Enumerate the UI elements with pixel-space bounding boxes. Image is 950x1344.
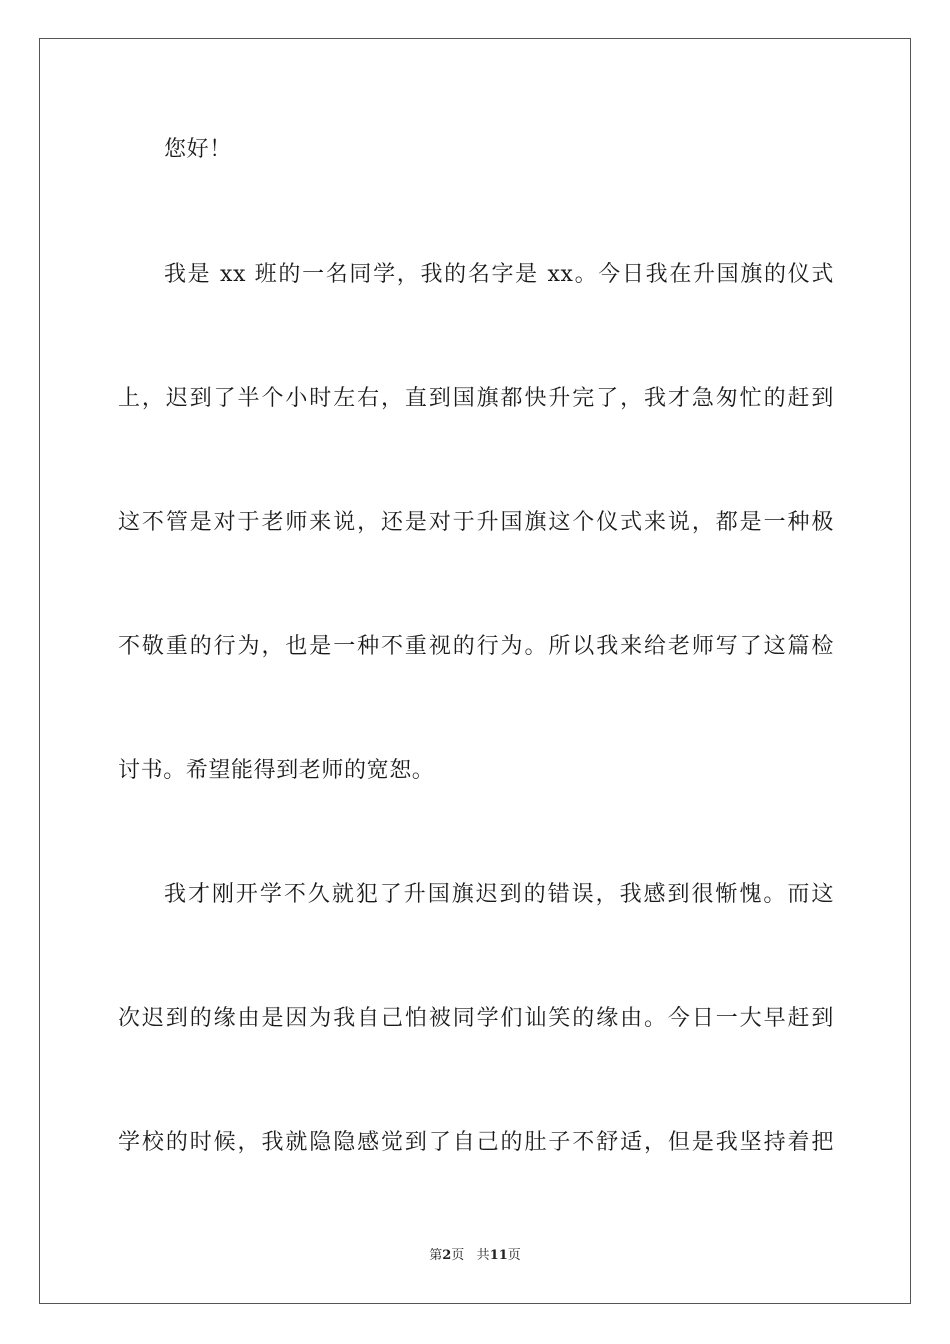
page-footer	[0, 1247, 950, 1265]
total-prefix: 共	[476, 1248, 490, 1263]
total-pages: 11	[489, 1248, 508, 1263]
paragraph-line: 讨书。希望能得到老师的宽恕。	[118, 758, 435, 783]
paragraph-line: 我才刚开学不久就犯了升国旗迟到的错误，我感到很惭愧。而这	[164, 882, 834, 907]
page-prefix: 第	[429, 1248, 443, 1263]
paragraph-line: 学校的时候，我就隐隐感觉到了自己的肚子不舒适，但是我坚持着把	[118, 1130, 834, 1155]
paragraph-line: 次迟到的缘由是因为我自己怕被同学们讪笑的缘由。今日一大早赶到	[118, 1006, 834, 1031]
paragraph-line: 我是 xx 班的一名同学，我的名字是 xx。今日我在升国旗的仪式	[164, 262, 834, 287]
paragraph-line: 不敬重的行为，也是一种不重视的行为。所以我来给老师写了这篇检	[118, 634, 834, 659]
paragraph-line: 上，迟到了半个小时左右，直到国旗都快升完了，我才急匆忙的赶到	[118, 386, 834, 411]
paragraph-line: 这不管是对于老师来说，还是对于升国旗这个仪式来说，都是一种极	[118, 510, 834, 535]
page-border	[39, 38, 911, 1304]
page-number: 2	[442, 1248, 452, 1263]
greeting-text: 您好！	[164, 137, 232, 162]
total-suffix: 页	[507, 1248, 521, 1263]
page-suffix: 页	[451, 1248, 465, 1263]
